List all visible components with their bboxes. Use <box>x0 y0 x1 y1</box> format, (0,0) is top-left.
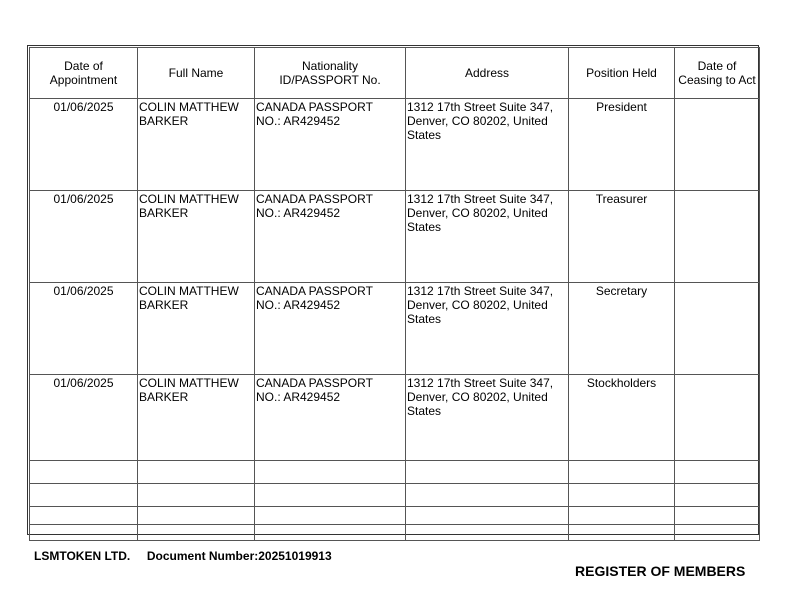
table-row <box>30 99 760 191</box>
cell-position-held: Treasurer <box>569 191 675 283</box>
register-title: REGISTER OF MEMBERS <box>575 563 746 579</box>
blank-cell <box>255 525 406 541</box>
company-name: LSMTOKEN LTD. <box>34 549 131 563</box>
header-nationality-passport: Nationality ID/PASSPORT No. <box>255 48 406 99</box>
header-full-name: Full Name <box>138 48 255 99</box>
blank-cell <box>138 484 255 507</box>
blank-cell <box>138 507 255 525</box>
blank-cell <box>138 461 255 484</box>
blank-row <box>30 507 760 525</box>
table-row <box>30 283 760 375</box>
blank-cell <box>569 461 675 484</box>
register-table <box>29 47 760 541</box>
cell-position-held: Stockholders <box>569 375 675 461</box>
blank-cell <box>30 525 138 541</box>
blank-cell <box>406 525 569 541</box>
cell-full-name: COLIN MATTHEW BARKER <box>138 375 255 461</box>
blank-cell <box>569 507 675 525</box>
blank-cell <box>675 525 760 541</box>
cell-address: 1312 17th Street Suite 347, Denver, CO 80202, United States <box>406 283 569 375</box>
blank-cell <box>406 484 569 507</box>
header-date-of-appointment: Date of Appointment <box>30 48 138 99</box>
blank-cell <box>675 507 760 525</box>
blank-cell <box>675 461 760 484</box>
cell-address: 1312 17th Street Suite 347, Denver, CO 80202, United States <box>406 99 569 191</box>
table-row <box>30 191 760 283</box>
cell-nationality-passport: CANADA PASSPORT NO.: AR429452 <box>255 99 406 191</box>
blank-row <box>30 525 760 541</box>
blank-cell <box>569 525 675 541</box>
blank-cell <box>406 461 569 484</box>
cell-nationality-passport: CANADA PASSPORT NO.: AR429452 <box>255 191 406 283</box>
cell-nationality-passport: CANADA PASSPORT NO.: AR429452 <box>255 283 406 375</box>
cell-date-ceasing-to-act <box>675 375 760 461</box>
cell-date-ceasing-to-act <box>675 99 760 191</box>
cell-address: 1312 17th Street Suite 347, Denver, CO 80202, United States <box>406 375 569 461</box>
cell-date-of-appointment: 01/06/2025 <box>30 375 138 461</box>
cell-date-ceasing-to-act <box>675 191 760 283</box>
cell-date-of-appointment: 01/06/2025 <box>30 283 138 375</box>
header-position-held: Position Held <box>569 48 675 99</box>
blank-cell <box>30 461 138 484</box>
cell-full-name: COLIN MATTHEW BARKER <box>138 99 255 191</box>
blank-row <box>30 461 760 484</box>
blank-cell <box>255 507 406 525</box>
header-date-ceasing-to-act: Date of Ceasing to Act <box>675 48 760 99</box>
cell-position-held: Secretary <box>569 283 675 375</box>
table-row <box>30 375 760 461</box>
blank-cell <box>255 461 406 484</box>
cell-full-name: COLIN MATTHEW BARKER <box>138 283 255 375</box>
cell-date-of-appointment: 01/06/2025 <box>30 191 138 283</box>
cell-date-ceasing-to-act <box>675 283 760 375</box>
blank-cell <box>569 484 675 507</box>
header-row <box>30 48 760 99</box>
cell-position-held: President <box>569 99 675 191</box>
blank-cell <box>138 525 255 541</box>
blank-cell <box>675 484 760 507</box>
blank-cell <box>30 507 138 525</box>
cell-full-name: COLIN MATTHEW BARKER <box>138 191 255 283</box>
cell-nationality-passport: CANADA PASSPORT NO.: AR429452 <box>255 375 406 461</box>
blank-cell <box>255 484 406 507</box>
blank-row <box>30 484 760 507</box>
document-number: Document Number:20251019913 <box>146 549 332 563</box>
register-table-frame <box>27 45 759 535</box>
footer-company-line <box>34 549 332 563</box>
blank-cell <box>406 507 569 525</box>
blank-cell <box>30 484 138 507</box>
cell-date-of-appointment: 01/06/2025 <box>30 99 138 191</box>
header-address: Address <box>406 48 569 99</box>
cell-address: 1312 17th Street Suite 347, Denver, CO 80202, United States <box>406 191 569 283</box>
